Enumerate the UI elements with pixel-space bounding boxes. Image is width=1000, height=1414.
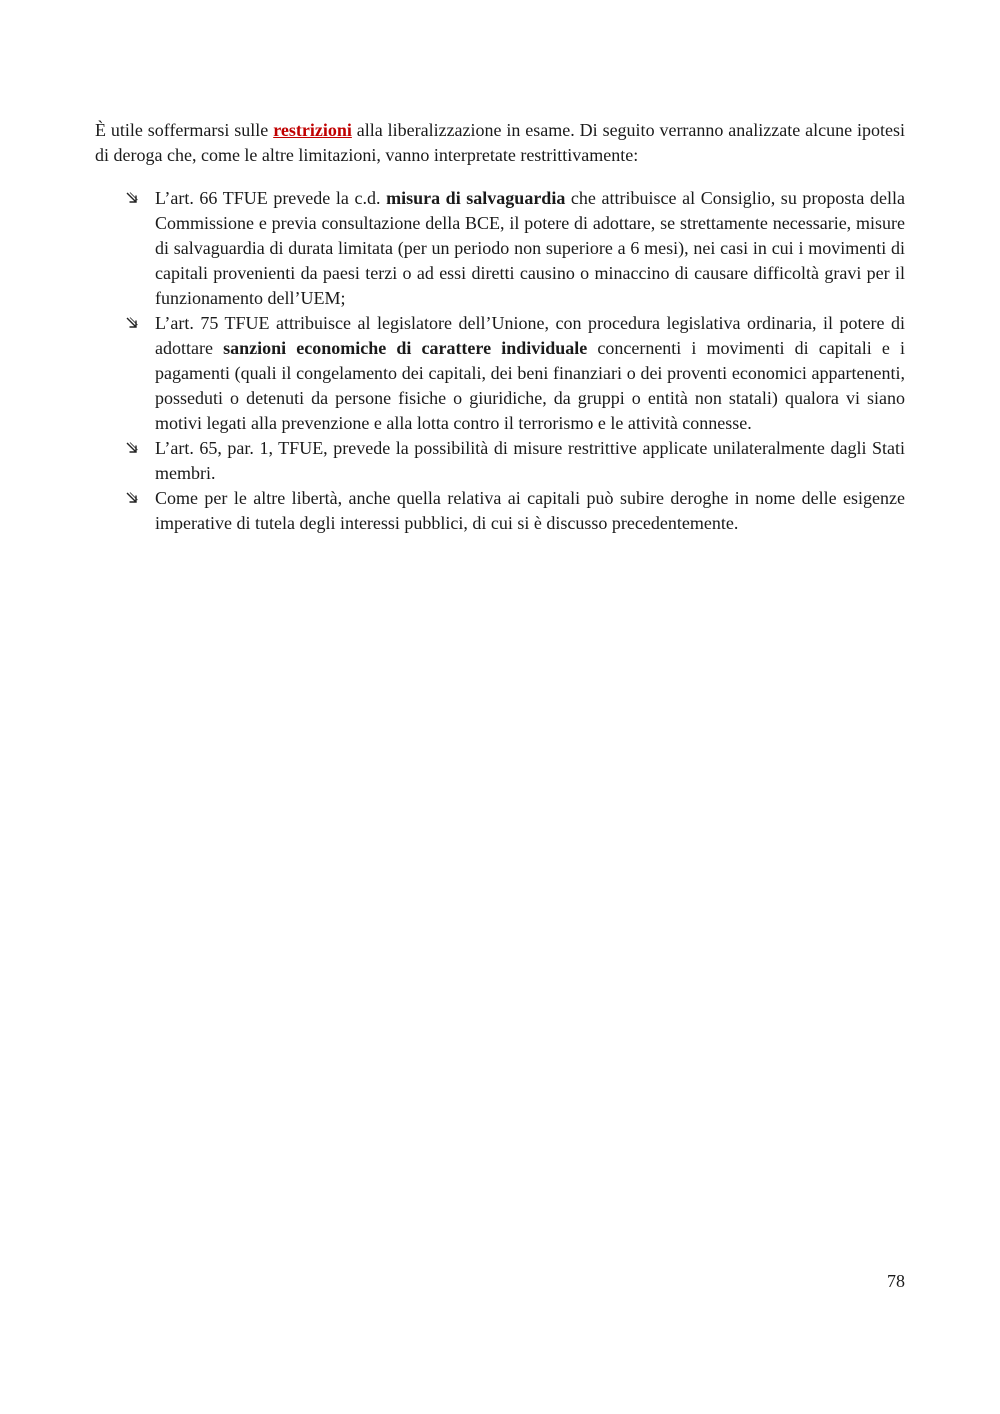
list-item xyxy=(155,436,905,486)
list-item xyxy=(155,311,905,436)
intro-paragraph xyxy=(95,118,905,168)
page-content xyxy=(95,118,905,536)
bullet-4-text: Come per le altre libertà, anche quella relativa ai capitali può subire deroghe in nome delle esigenze imperative di tutela degli interessi pubblici, di cui si è discusso precedentemente. xyxy=(155,488,905,533)
bullet-1-bold: misura di salvaguardia xyxy=(386,188,566,208)
bullet-2-post: concernenti i movimenti di capitali e i pagamenti (quali il congelamento dei capitali, dei beni finanziari o dei proventi economici appartenenti, posseduti o detenuti da persone fisiche o giuridiche, da gruppi o entità non statali) qualora vi siano motivi legati alla prevenzione e alla lotta contro il terrorismo e le attività connesse. xyxy=(155,338,905,433)
bullet-2-pre: L’art. 75 TFUE attribuisce al legislatore dell’Unione, con procedura legislativa ordinaria, il potere di adottare xyxy=(155,313,905,358)
restrizioni-link[interactable]: restrizioni xyxy=(273,120,352,140)
bullet-2-bold: sanzioni economiche di carattere individuale xyxy=(223,338,588,358)
arrow-down-right-icon xyxy=(125,316,139,330)
intro-text-post: alla liberalizzazione in esame. Di seguito verranno analizzate alcune ipotesi di deroga che, come le altre limitazioni, vanno interpretate restrittivamente: xyxy=(95,120,905,165)
page-number: 78 xyxy=(887,1271,905,1291)
bullet-1-pre: L’art. 66 TFUE prevede la c.d. xyxy=(155,188,387,208)
intro-text-pre: È utile soffermarsi sulle xyxy=(95,120,274,140)
arrow-down-right-icon xyxy=(125,191,139,205)
arrow-down-right-icon xyxy=(125,441,139,455)
list-item xyxy=(155,486,905,536)
bullet-3-text: L’art. 65, par. 1, TFUE, prevede la possibilità di misure restrittive applicate unilateralmente dagli Stati membri. xyxy=(155,438,905,483)
arrow-down-right-icon xyxy=(125,491,139,505)
list-item xyxy=(155,186,905,311)
bullet-list xyxy=(95,186,905,536)
bullet-1-post: che attribuisce al Consiglio, su proposta della Commissione e previa consultazione della BCE, il potere di adottare, se strettamente necessarie, misure di salvaguardia di durata limitata (per un periodo non superiore a 6 mesi), nei casi in cui i movimenti di capitali provenienti da paesi terzi o ad essi diretti causino o minaccino di causare difficoltà gravi per il funzionamento dell’UEM; xyxy=(155,188,905,308)
